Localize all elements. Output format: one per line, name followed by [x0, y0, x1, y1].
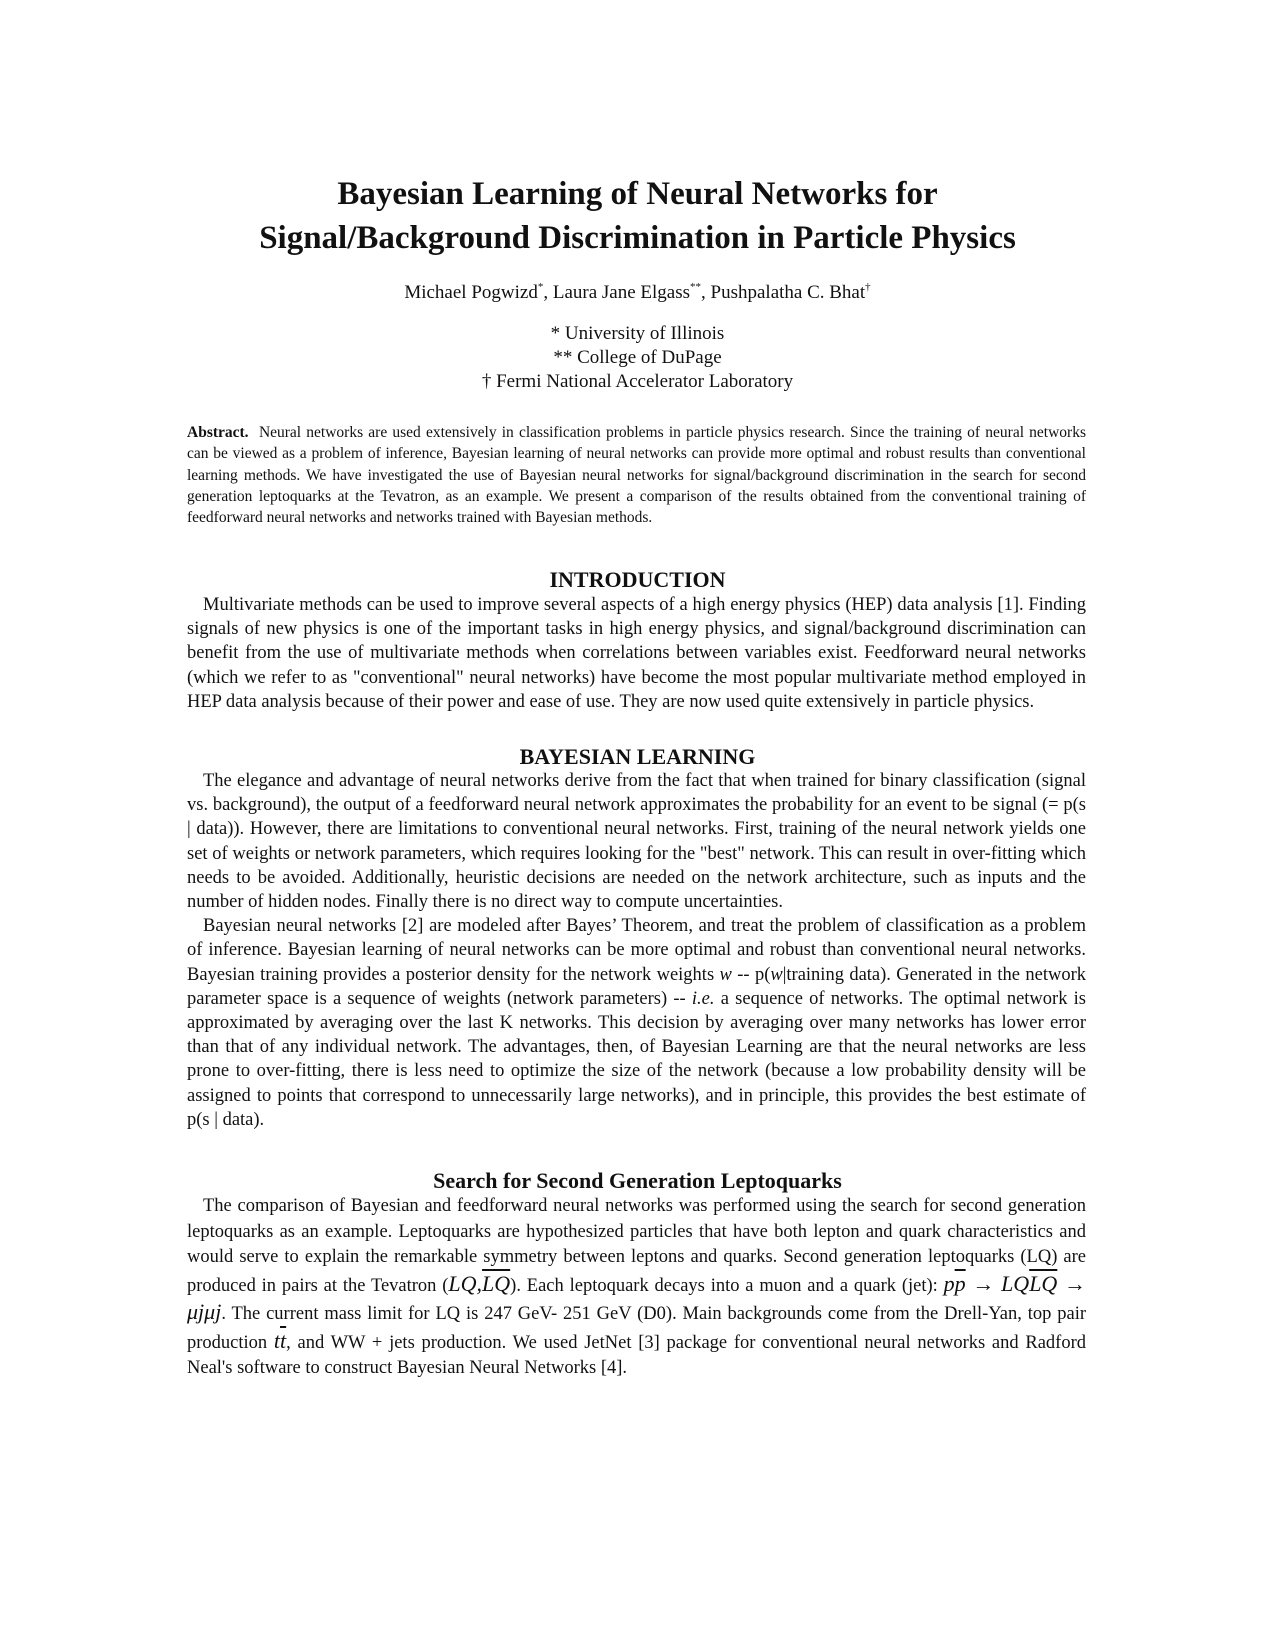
lq-part-c: . The current mass limit for LQ is 247 GeV- 251 GeV (D0). Main backgrounds come from the Drell-Yan, top pair production — [187, 1304, 1086, 1353]
top-pair-symbol: $t\overline{t}$ — [273, 1327, 287, 1353]
abstract-text: Neural networks are used extensively in classification problems in particle physics research. Since the training of neural networks can be viewed as a problem of inference, Bayesian learning of neural networks can provide more optimal and robust results than conventional learning methods. We have investigated the use of Bayesian neural networks for signal/background discrimination in the search for second generation leptoquarks at the Tevatron, as an example. We present a comparison of the results obtained from the conventional training of feedforward neural networks and networks trained with Bayesian methods. — [187, 424, 1087, 527]
paper-title — [140, 172, 1135, 260]
abstract — [187, 422, 1086, 528]
abstract-label: Abstract. — [187, 424, 249, 441]
author-1-mark: * — [537, 281, 544, 293]
bayes-paragraph-2 — [187, 914, 1086, 1132]
lq-part-d: , and WW + jets production. We used JetNet — [286, 1332, 632, 1353]
bayes-p2-part-b: -- p( — [737, 964, 771, 985]
section-leptoquarks — [187, 1194, 1086, 1382]
bayes-p2-part-c: |training data). Generated in the network parameter space is a sequence of weights (network parameters) -- — [187, 964, 1087, 1009]
lq-part-e: package for conventional neural networks and Radford Neal's software to construct Bayesian Neural Networks — [187, 1332, 1086, 1378]
author-2-mark: ** — [690, 281, 702, 293]
affiliations — [140, 322, 1135, 394]
citation-4: [4] — [600, 1358, 623, 1378]
lq-pair-equation: $LQ,\overline{LQ}$ — [448, 1270, 511, 1296]
author-2: Laura Jane Elgass — [552, 282, 691, 303]
decay-equation: $p\overline{p} \to LQ\overline{LQ} \to \mu j\mu j$ — [187, 1270, 1087, 1324]
lq-part-f: . — [622, 1358, 628, 1378]
section-heading-introduction: INTRODUCTION — [549, 567, 726, 592]
intro-paragraph: Multivariate methods can be used to improve several aspects of a high energy physics (HEP) data analysis [1]. Finding signals of new physics is one of the important tasks in high energy physics, and signal/background discrimination can benefit from the use of multivariate methods when correlations between variables exist. Feedforward neural networks (which we refer to as "conventional" neural networks) have become the most popular multivariate method employed in HEP data analysis because of their power and ease of use. They are now used quite extensively in particle physics. — [187, 595, 1086, 712]
bayes-p2-part-a: Bayesian neural networks [2] are modeled after Bayes’ Theorem, and treat the problem of classification as a problem of inference. Bayesian learning of neural networks can be more optimal and robust than conventional neural networks. Bayesian training provides a posterior density for the network weights — [187, 916, 1086, 985]
leptoquark-paragraph — [187, 1194, 1086, 1382]
author-3-mark: † — [865, 281, 871, 293]
author-3: Pushpalatha C. Bhat — [710, 282, 866, 303]
ie-abbrev: i.e. — [691, 988, 715, 1009]
title-line-1: Bayesian Learning of Neural Networks for — [337, 176, 938, 212]
lq-part-a: The comparison of Bayesian and feedforward neural networks was performed using the search for second generation leptoquarks as an example. Leptoquarks are hypothesized particles that have both lepton and quark characteristics and would serve to explain the remarkable symmetry between leptons and quarks. Second generation leptoquarks (LQ) are produced in pairs at the Tevatron ( — [187, 1196, 1086, 1296]
bayes-paragraph-1: The elegance and advantage of neural networks derive from the fact that when trained for binary classification (signal vs. background), the output of a feedforward neural network approximates the probability for an event to be signal (= p(s | data)). However, there are limitations to conventional neural networks. First, training of the neural network yields one set of weights or network parameters, which requires looking for the "best" network. This can result in over-fitting which needs to be avoided. Additionally, heuristic decisions are needed on the network architecture, such as inputs and the number of hidden nodes. Finally there is no direct way to compute uncertainties. — [187, 771, 1086, 913]
affiliation-1: * University of Illinois — [550, 323, 725, 344]
author-1: Michael Pogwizd — [404, 282, 538, 303]
citation-3: [3] — [638, 1332, 660, 1353]
weights-symbol-2: w — [770, 964, 783, 985]
weights-symbol: w — [719, 964, 732, 985]
section-bayesian-learning — [187, 769, 1086, 1132]
section-introduction — [187, 593, 1086, 714]
affiliation-2: ** College of DuPage — [553, 347, 722, 368]
author-list: Michael Pogwizd*, Laura Jane Elgass**, Pushpalatha C. Bhat† — [404, 281, 871, 303]
section-heading-bayesian-learning: BAYESIAN LEARNING — [519, 744, 756, 769]
lq-part-b: ). Each leptoquark decays into a muon and a quark (jet): — [510, 1275, 938, 1296]
title-line-2: Signal/Background Discrimination in Particle Physics — [259, 220, 1016, 256]
affiliation-3: † Fermi National Accelerator Laboratory — [481, 371, 794, 392]
section-heading-leptoquarks: Search for Second Generation Leptoquarks — [433, 1168, 842, 1193]
bayes-p2-part-d: a sequence of networks. The optimal network is approximated by averaging over the last K networks. This decision by averaging over many networks has lower error than that of any individual network. The advantages, then, of Bayesian Learning are that the neural networks are less prone to over-fitting, there is less need to optimize the size of the network (because a low probability density will be assigned to points that correspond to unnecessarily large networks), and in principle, this provides the best estimate of p(s | data). — [187, 988, 1087, 1130]
